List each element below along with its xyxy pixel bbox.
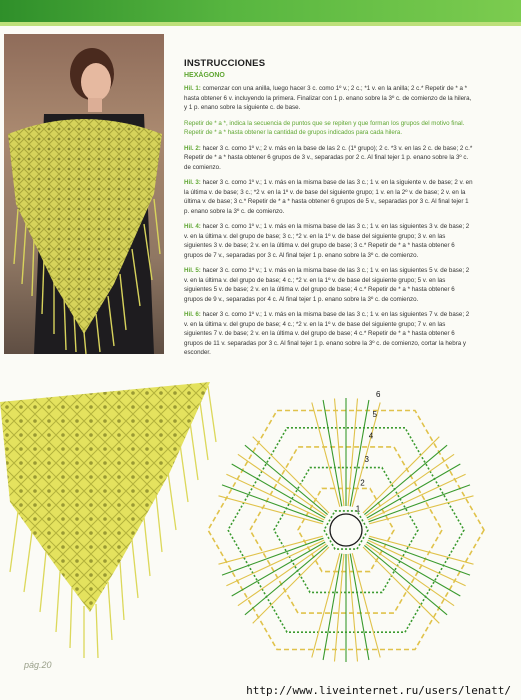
model-illustration [4, 34, 164, 354]
row-label: Hil. 6: [184, 311, 201, 318]
row-label: Hil. 2: [184, 144, 201, 152]
row-6 [184, 310, 474, 358]
row-number-label: 1 [355, 504, 361, 514]
instructions-title: INSTRUCCIONES [184, 58, 266, 69]
row-text: hacer 3 c. como 1º v.; 2 v. más en la base de las 2 c. (1º grupo); 2 c. *3 v. en las 2 c. de base; 2 c.* Repetir de * a * hasta obtener 6 grupos de 3 v., separadas por 2 c. Al final tejer 1 p. enano sobre la 3º c. de comienzo. [184, 144, 473, 171]
stitch-line [367, 542, 461, 596]
stitch-line [219, 496, 323, 524]
row-3 [184, 178, 474, 216]
stitch-line [367, 464, 461, 518]
row-text: hacer 3 c. como 1º v.; 1 v. más en la misma base de las 3 c.; 1 v. en las siguientes 5 v. de base; 2 v. en la última v. del grupo de base; 4 c.; *2 v. en la 1º v. de base del siguiente grupo; 5 v. en las siguientes 5 v. de base; 2 v. en la última v. del grupo de base; 4 c.* Repetir de * a * hasta obtener 6 grupos de 9 v., separadas por 4 c. Al final tejer 1 p. enano sobre la 3º c. de comienzo. [184, 267, 470, 303]
row-number-label: 4 [368, 431, 374, 441]
instructions-body [184, 84, 474, 364]
row-text: comenzar con una anilla, luego hacer 3 c. como 1º v.; 2 c.; *1 v. en la anilla; 2 c.* Repetir de * a * hasta obtener 6 v. incluyendo la primera. Finalizar con 1 p. enano sobre la 3º c. de comienzo de la hilera, y 1 p. enano sobre la siguiente c. de base. [184, 85, 472, 111]
watermark-url: http://www.liveinternet.ru/users/lenatt/ [246, 684, 511, 697]
row-label: Hil. 5: [184, 267, 201, 274]
row-text: hacer 3 c. como 1º v.; 1 v. más en la misma base de las 3 c.; 1 v. en las siguientes 7 v. de base; 2 v. en la última v. del grupo de base; 4 c.; *2 v. en la 1º v. de base del siguiente grupo; 7 v. en las siguientes 7 v. de base; 2 v. en la última v. del grupo de base; 4 c.* Repetir de * a * hasta obtener 6 grupos de 11 v. separadas por 3 c. Al final tejer 1 p. enano sobre la 3º c. de comienzo, cortar la hebra y esconder. [184, 311, 470, 356]
stitch-line [363, 437, 439, 513]
row-4 [184, 222, 474, 260]
row-label: Hil. 1: [184, 85, 201, 92]
row-text: hacer 3 c. como 1º v.; 1 v. más en la misma base de las 3 c.; 1 v. en las siguientes 3 v. de base; 2 v. en la última v. del grupo de base; 3 c.; *2 v. en la 1º v. de base del siguiente grupo; 3 v. en las siguientes 3 v. de base; 2 v. en la última v. del grupo de base; 3 c.* Repetir de * a * hasta obtener 6 grupos de 7 v., separadas por 3 c. Al final tejer 1 p. enano sobre la 3º c. de comienzo. [184, 223, 470, 259]
stitch-line [245, 545, 328, 614]
diagram-spokes [219, 398, 474, 662]
row-label: Hil. 4: [184, 223, 201, 230]
shawl-illustration [0, 372, 220, 660]
header-stripe [0, 22, 521, 26]
stitch-line [364, 545, 447, 614]
starting-ring [330, 514, 362, 546]
shawl-photo [0, 372, 220, 660]
hexagon-subtitle: HEXÁGONO [184, 72, 225, 79]
stitch-line [253, 547, 329, 623]
row-text: hacer 3 c. como 1º v.; 1 v. más en la misma base de las 3 c.; 1 v. en la siguiente v. de base; 2 v. en la última v. de base; 3 c.; *2 v. en la 1º v. de base del siguiente grupo; 1 v. en la 2º v. de base; 2 v. en la última v. de base; 3 c.* Repetir de * a * hasta obtener 6 grupos de 5 v., separadas por 3 c. Al final tejer 1 p. enano sobre la 3º c. de comienzo. [184, 179, 473, 215]
header-band [0, 0, 521, 22]
row-label: Hil. 3: [184, 179, 201, 186]
row-5 [184, 266, 474, 304]
stitch-line [369, 496, 473, 524]
page-number: pág.20 [24, 660, 52, 670]
row-number-label: 2 [360, 478, 365, 488]
model-photo [4, 34, 164, 354]
row-number-label: 5 [372, 409, 377, 419]
row-1 [184, 84, 474, 113]
repeat-note: Repetir de * a *, indica la secuencia de puntos que se repiten y que forman los grupos del motivo final. Repetir de * a * hasta obtener la cantidad de grupos indicados para cada hilera. [184, 119, 465, 136]
row-number-label: 6 [376, 390, 381, 400]
hexagon-diagram [196, 380, 496, 680]
stitch-line [232, 464, 326, 518]
row-2 [184, 144, 474, 173]
stitch-line [232, 542, 326, 596]
row-number-label: 3 [364, 455, 369, 465]
